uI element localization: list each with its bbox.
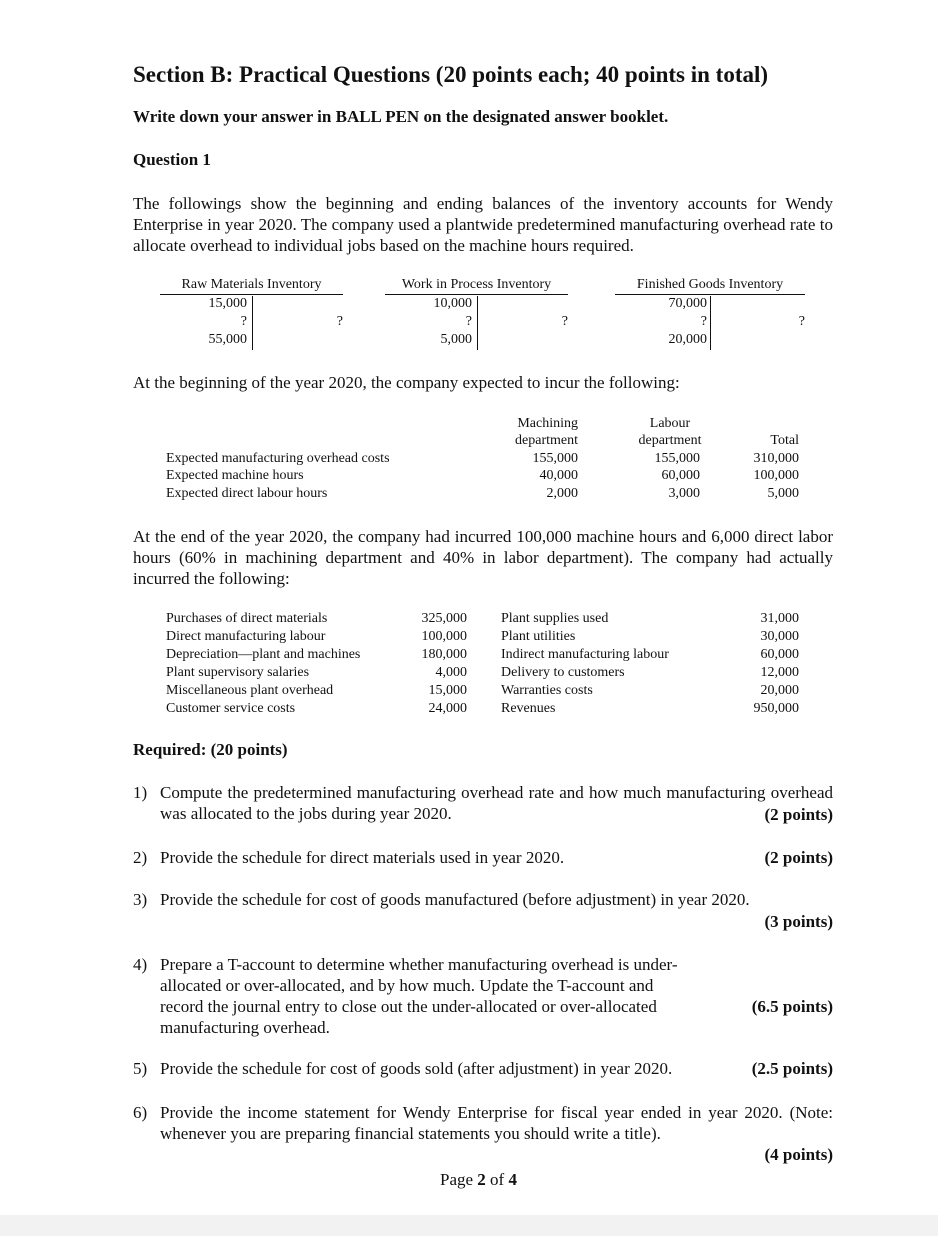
- required-item: [133, 954, 833, 1037]
- actual-intro: At the end of the year 2020, the company had incurred 100,000 machine hours and 6,000 direct labor hours (60% in machining department and 40% in labor department). The company had actually incurred the following:: [133, 527, 833, 588]
- expected-row-label: Expected machine hours: [166, 468, 304, 483]
- actual-value: 30,000: [760, 629, 799, 644]
- expected-row-total: 100,000: [753, 468, 799, 483]
- item-number: 6): [133, 1103, 148, 1122]
- t-account-beginning: 15,000: [208, 296, 247, 311]
- required-item: [133, 847, 833, 869]
- actual-right-values: [720, 610, 799, 718]
- t-account-debit-unknown: ?: [240, 314, 247, 329]
- t-account-ending: 5,000: [440, 332, 472, 347]
- t-account-credit-unknown: ?: [561, 314, 568, 329]
- item-number: 4): [133, 955, 148, 974]
- question-title: Question 1: [133, 150, 211, 169]
- actual-value: 12,000: [760, 665, 799, 680]
- actual-label: Plant utilities: [501, 629, 576, 644]
- col-header-machining: Machining department: [515, 416, 578, 448]
- section-title: Section B: Practical Questions (20 points each; 40 points in total): [133, 62, 769, 87]
- actual-label: Plant supplies used: [501, 611, 609, 626]
- actual-value: 15,000: [428, 683, 467, 698]
- expected-row-machining: 2,000: [546, 486, 578, 501]
- item-text: Provide the schedule for cost of goods manufactured (before adjustment) in year 2020.: [160, 890, 750, 909]
- item-number: 1): [133, 783, 148, 802]
- expected-row-labour: 60,000: [661, 468, 700, 483]
- col-header-total: Total: [770, 433, 799, 448]
- required-item: [133, 782, 833, 826]
- item-text: Provide the income statement for Wendy Enterprise for fiscal year ended in year 2020. (Note: whenever you are preparing financial statements you should write a title).: [160, 1103, 833, 1143]
- t-account-beginning: 10,000: [433, 296, 472, 311]
- actual-value: 180,000: [421, 647, 467, 662]
- expected-row-machining: 40,000: [539, 468, 578, 483]
- t-account-ending: 55,000: [208, 332, 247, 347]
- question-intro: The followings show the beginning and ending balances of the inventory accounts for Wendy Enterprise in year 2020. The company used a plantwide predetermined manufacturing overhead rate to allocate overhead to individual jobs based on the machine hours required.: [133, 194, 833, 255]
- answer-instruction: Write down your answer in BALL PEN on the designated answer booklet.: [133, 107, 669, 126]
- required-title: Required: (20 points): [133, 740, 288, 759]
- t-account-debit-unknown: ?: [465, 314, 472, 329]
- actual-value: 31,000: [760, 611, 799, 626]
- item-number: 2): [133, 848, 148, 867]
- expected-row-label: Expected direct labour hours: [166, 486, 328, 501]
- t-account-raw-materials: [160, 277, 343, 349]
- expected-row-labour: 155,000: [654, 451, 700, 466]
- actual-label: Depreciation—plant and machines: [166, 647, 361, 662]
- actual-label: Plant supervisory salaries: [166, 665, 310, 680]
- required-item: [133, 1058, 833, 1080]
- expected-row-total: 310,000: [753, 451, 799, 466]
- actual-value: 950,000: [753, 701, 799, 716]
- required-item: [133, 1102, 833, 1168]
- actual-value: 100,000: [421, 629, 467, 644]
- actual-label: Delivery to customers: [501, 665, 625, 680]
- actual-label: Revenues: [501, 701, 556, 716]
- item-number: 5): [133, 1059, 148, 1078]
- actual-value: 20,000: [760, 683, 799, 698]
- t-account-name: Finished Goods Inventory: [615, 277, 805, 295]
- expected-row-machining: 155,000: [532, 451, 578, 466]
- t-account-ending: 20,000: [668, 332, 707, 347]
- actual-value: 4,000: [435, 665, 467, 680]
- expected-row-labour: 3,000: [668, 486, 700, 501]
- item-points: (2.5 points): [751, 1059, 833, 1078]
- expected-row-total: 5,000: [767, 486, 799, 501]
- required-item: [133, 889, 833, 933]
- actual-value: 325,000: [421, 611, 467, 626]
- actual-value: 60,000: [760, 647, 799, 662]
- t-account-finished-goods: [615, 277, 805, 349]
- expected-row-label: Expected manufacturing overhead costs: [166, 451, 390, 466]
- actual-label: Customer service costs: [166, 701, 296, 716]
- item-text: Compute the predetermined manufacturing overhead rate and how much manufacturing overhead was allocated to the jobs during year 2020.: [160, 783, 833, 823]
- expected-intro: At the beginning of the year 2020, the company expected to incur the following:: [133, 373, 680, 392]
- actual-label: Purchases of direct materials: [166, 611, 328, 626]
- t-account-debit-unknown: ?: [700, 314, 707, 329]
- page-number: Page 2 of 4: [440, 1170, 517, 1189]
- actual-label: Direct manufacturing labour: [166, 629, 326, 644]
- item-text: Provide the schedule for cost of goods sold (after adjustment) in year 2020.: [160, 1059, 673, 1078]
- actual-label: Indirect manufacturing labour: [501, 647, 669, 662]
- item-points: (2 points): [764, 805, 833, 824]
- item-number: 3): [133, 890, 148, 909]
- t-account-name: Work in Process Inventory: [385, 277, 568, 295]
- t-account-credit-unknown: ?: [336, 314, 343, 329]
- actual-label: Warranties costs: [501, 683, 593, 698]
- item-text: Provide the schedule for direct materials used in year 2020.: [160, 848, 565, 867]
- col-header-labour: Labour department: [638, 416, 702, 448]
- t-account-credit-unknown: ?: [798, 314, 805, 329]
- item-points: (4 points): [764, 1145, 833, 1164]
- item-points: (2 points): [764, 848, 833, 867]
- actual-right-labels: [501, 610, 669, 718]
- actual-label: Miscellaneous plant overhead: [166, 683, 334, 698]
- actual-left-labels: [166, 610, 360, 718]
- actual-value: 24,000: [428, 701, 467, 716]
- t-account-beginning: 70,000: [668, 296, 707, 311]
- t-account-name: Raw Materials Inventory: [160, 277, 343, 295]
- item-points: (3 points): [764, 912, 833, 931]
- item-text: Prepare a T-account to determine whether manufacturing overhead is under-allocated or over-allocated, and by how much. Update the T-account and record the journal entry to close out the under-allocated or over-allocated manufacturing overhead.: [160, 955, 678, 1037]
- t-account-work-in-process: [385, 277, 568, 349]
- actual-left-values: [400, 610, 467, 718]
- item-points: (6.5 points): [751, 997, 833, 1016]
